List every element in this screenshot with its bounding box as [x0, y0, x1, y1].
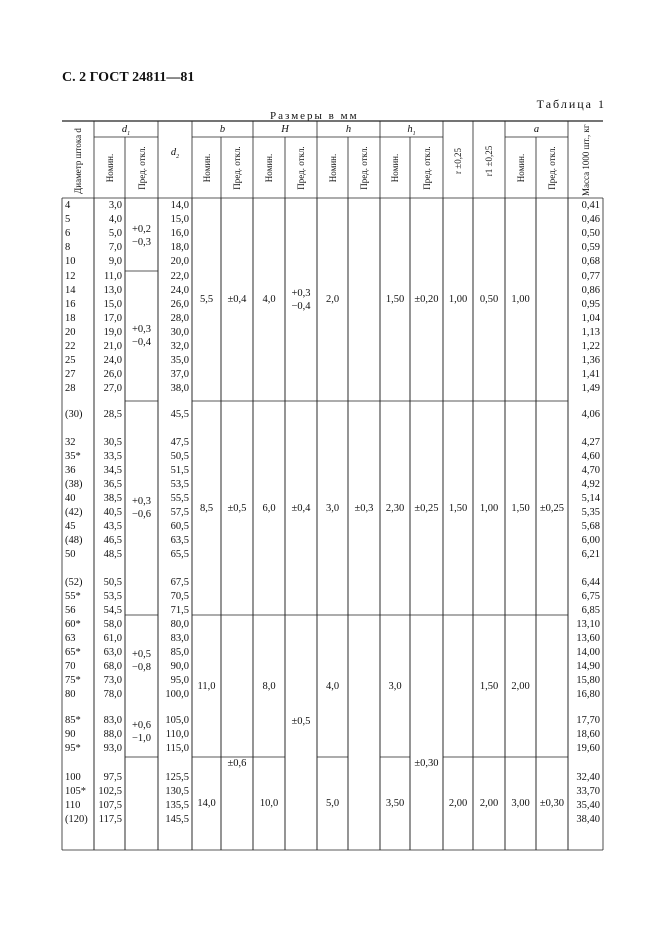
merged-value: +0,6	[131, 719, 152, 731]
row-shaft-diameter: 16	[65, 299, 76, 310]
row-d2: 65,5	[170, 549, 189, 560]
header-a-nominal: Номин.	[515, 153, 526, 183]
row-shaft-diameter: 65*	[65, 647, 81, 658]
row-shaft-diameter: 28	[65, 383, 76, 394]
row-d1: 19,0	[103, 327, 122, 338]
merged-value: 14,0	[197, 798, 216, 809]
header-d2	[145, 146, 205, 164]
merged-value: 11,0	[197, 680, 216, 692]
row-d1: 33,5	[103, 451, 122, 462]
row-d2: 100,0	[165, 689, 189, 700]
row-mass: 0,41	[581, 200, 600, 211]
row-d2: 35,0	[170, 355, 189, 366]
merged-value: 6,0	[262, 502, 276, 514]
row-d2: 30,0	[170, 327, 189, 338]
row-mass: 1,13	[581, 327, 600, 338]
merged-value: 4,0	[262, 294, 276, 305]
row-d2: 24,0	[170, 285, 189, 296]
row-mass: 4,27	[581, 437, 600, 448]
row-mass: 6,00	[581, 535, 600, 546]
row-d2: 14,0	[170, 200, 189, 211]
row-d1: 53,5	[103, 591, 122, 602]
row-mass: 0,86	[581, 285, 600, 296]
row-mass: 0,95	[581, 299, 600, 310]
merged-value: ±0,4	[291, 502, 311, 514]
row-d2: 83,0	[170, 633, 189, 644]
row-shaft-diameter: 5	[65, 214, 71, 225]
merged-value: 2,00	[448, 798, 468, 809]
merged-value: 3,0	[325, 502, 340, 514]
row-mass: 0,68	[581, 256, 600, 267]
row-d1: 27,0	[103, 383, 122, 394]
header-H: H	[281, 124, 289, 135]
merged-value: ±0,20	[414, 294, 439, 305]
row-d2: 80,0	[170, 619, 189, 630]
header-b-tolerance: Пред. откл.	[232, 146, 242, 190]
row-shaft-diameter: 36	[65, 465, 76, 476]
row-d1: 4,0	[108, 214, 122, 225]
row-shaft-diameter: 80	[65, 689, 76, 700]
merged-value: −0,4	[131, 337, 152, 348]
row-shaft-diameter: 10	[65, 256, 76, 267]
merged-value: 5,0	[325, 798, 340, 809]
row-d2: 47,5	[170, 437, 189, 448]
row-shaft-diameter: 100	[65, 772, 81, 783]
header-d1-tolerance: Пред. откл.	[136, 146, 147, 190]
row-mass: 14,00	[576, 647, 600, 658]
row-mass: 35,40	[576, 800, 600, 811]
row-d2: 45,5	[170, 409, 189, 420]
merged-value: +0,5	[131, 648, 152, 660]
row-mass: 6,21	[581, 549, 600, 560]
row-mass: 19,60	[576, 743, 600, 754]
row-d2: 145,5	[165, 814, 189, 825]
row-d1: 43,5	[103, 521, 122, 532]
header-mass: Масса 1000 шт., кг	[580, 124, 591, 196]
row-shaft-diameter: (52)	[65, 577, 83, 588]
merged-value: 1,00	[448, 294, 468, 305]
row-d2: 135,5	[165, 800, 189, 811]
header-h-nominal: Номин.	[327, 153, 338, 183]
row-shaft-diameter: 75*	[65, 675, 81, 686]
row-mass: 4,06	[581, 409, 600, 420]
row-d1: 117,5	[98, 814, 122, 825]
header-h-tolerance: Пред. откл.	[359, 146, 369, 190]
merged-value: 4,0	[325, 680, 340, 692]
page-title: С. 2 ГОСТ 24811—81	[62, 70, 195, 85]
row-d2: 38,0	[170, 383, 189, 394]
row-d2: 95,0	[170, 675, 189, 686]
header-h: h	[345, 124, 352, 135]
header-h1	[382, 123, 442, 141]
row-d1: 3,0	[108, 200, 122, 211]
row-shaft-diameter: 22	[65, 341, 76, 352]
merged-value: 2,0	[325, 294, 340, 305]
row-shaft-diameter: 40	[65, 493, 76, 504]
row-d1: 40,5	[103, 507, 122, 518]
header-h1-tolerance: Пред. откл.	[421, 146, 432, 190]
row-shaft-diameter: 6	[65, 228, 71, 239]
row-mass: 32,40	[576, 772, 600, 783]
merged-value: 8,5	[199, 502, 214, 514]
header-h1-base: h	[407, 124, 413, 135]
row-d1: 73,0	[103, 675, 122, 686]
row-shaft-diameter: 14	[65, 285, 76, 296]
row-shaft-diameter: (42)	[65, 507, 83, 518]
row-d2: 85,0	[170, 647, 189, 658]
row-shaft-diameter: (48)	[65, 535, 83, 546]
merged-value: −0,8	[131, 661, 152, 673]
row-d2: 63,5	[170, 535, 189, 546]
merged-value: 3,0	[388, 680, 402, 692]
merged-value: ±0,4	[227, 294, 247, 305]
row-mass: 5,35	[581, 507, 600, 518]
row-d1: 58,0	[103, 619, 122, 630]
row-d2: 115,0	[165, 743, 189, 754]
merged-value: −1,0	[131, 732, 152, 744]
header-h1-nominal: Номин.	[390, 153, 400, 183]
merged-value: 0,50	[479, 294, 499, 305]
row-d2: 67,5	[170, 577, 189, 588]
header-d2-sub: 2	[176, 154, 180, 161]
row-d2: 55,5	[170, 493, 189, 504]
row-d1: 5,0	[108, 228, 122, 239]
row-d2: 71,5	[170, 605, 189, 616]
header-b: b	[219, 124, 226, 135]
row-d1: 61,0	[103, 633, 122, 644]
merged-value: ±0,30	[539, 798, 565, 809]
row-shaft-diameter: 95*	[65, 743, 81, 754]
row-d1: 88,0	[103, 729, 122, 740]
header-r: r ±0,25	[453, 148, 463, 174]
row-d2: 60,5	[170, 521, 189, 532]
row-d1: 97,5	[103, 772, 122, 783]
row-shaft-diameter: 45	[65, 521, 76, 532]
row-d2: 50,5	[170, 451, 189, 462]
merged-value: ±0,5	[291, 715, 311, 727]
row-mass: 1,36	[581, 355, 600, 366]
row-d1: 15,0	[103, 299, 122, 310]
row-d1: 30,5	[103, 437, 122, 448]
row-d1: 50,5	[103, 577, 122, 588]
row-d2: 20,0	[170, 256, 189, 267]
row-d2: 51,5	[170, 465, 189, 476]
merged-value: −0,4	[291, 300, 311, 312]
row-shaft-diameter: (120)	[65, 814, 88, 825]
row-shaft-diameter: (38)	[65, 479, 83, 490]
row-shaft-diameter: 20	[65, 327, 76, 338]
header-a: a	[533, 124, 540, 135]
row-d1: 107,5	[98, 800, 122, 811]
row-mass: 1,04	[581, 313, 600, 324]
row-d1: 102,5	[98, 786, 122, 797]
merged-value: ±0,25	[414, 502, 439, 514]
row-d2: 37,0	[170, 369, 189, 380]
merged-value: ±0,30	[414, 757, 439, 769]
header-b-nominal: Номин.	[201, 153, 212, 183]
row-mass: 5,14	[581, 493, 600, 504]
row-mass: 1,49	[581, 383, 600, 394]
row-shaft-diameter: 60*	[65, 619, 81, 630]
row-d1: 83,0	[103, 715, 122, 726]
row-mass: 4,60	[581, 451, 600, 462]
row-d1: 68,0	[103, 661, 122, 672]
row-mass: 15,80	[576, 675, 600, 686]
row-shaft-diameter: 63	[65, 633, 76, 644]
row-shaft-diameter: 70	[65, 661, 76, 672]
row-shaft-diameter: 27	[65, 369, 76, 380]
row-d1: 21,0	[103, 341, 122, 352]
merged-value: +0,3	[131, 324, 152, 335]
merged-value: 1,50	[385, 294, 405, 305]
merged-value: ±0,3	[354, 502, 374, 514]
row-mass: 18,60	[576, 729, 600, 740]
row-shaft-diameter: 55*	[65, 591, 81, 602]
row-shaft-diameter: 105*	[65, 786, 86, 797]
row-mass: 6,75	[581, 591, 600, 602]
row-shaft-diameter: 32	[65, 437, 76, 448]
merged-value: 1,00	[479, 502, 499, 514]
header-d1-nominal: Номин.	[104, 153, 115, 183]
row-shaft-diameter: 90	[65, 729, 76, 740]
merged-value: ±0,6	[227, 757, 247, 769]
row-d1: 54,5	[103, 605, 122, 616]
merged-value: ±0,25	[539, 502, 565, 514]
merged-value: 5,5	[199, 294, 214, 305]
row-d2: 15,0	[170, 214, 189, 225]
row-d1: 48,5	[103, 549, 122, 560]
row-mass: 16,80	[576, 689, 600, 700]
merged-value: −0,6	[131, 509, 152, 520]
row-d2: 22,0	[170, 271, 189, 282]
row-d2: 125,5	[165, 772, 189, 783]
row-mass: 1,22	[581, 341, 600, 352]
merged-value: +0,3	[131, 496, 152, 507]
row-mass: 13,60	[576, 633, 600, 644]
row-mass: 4,92	[581, 479, 600, 490]
header-h1-sub: 1	[412, 131, 416, 138]
table-number: Таблица 1	[536, 97, 606, 111]
row-d2: 28,0	[170, 313, 189, 324]
merged-value: 2,00	[511, 680, 530, 692]
row-d2: 130,5	[165, 786, 189, 797]
header-d1-sub: 1	[127, 131, 131, 138]
row-shaft-diameter: 85*	[65, 715, 81, 726]
row-d1: 38,5	[103, 493, 122, 504]
merged-value: 3,50	[385, 798, 405, 809]
row-mass: 13,10	[576, 619, 600, 630]
row-mass: 33,70	[576, 786, 600, 797]
row-d1: 46,5	[103, 535, 122, 546]
row-shaft-diameter: 56	[65, 605, 76, 616]
row-shaft-diameter: 110	[65, 800, 81, 811]
row-mass: 5,68	[581, 521, 600, 532]
merged-value: +0,2	[131, 223, 152, 235]
row-d1: 28,5	[103, 409, 122, 420]
header-a-tolerance: Пред. откл.	[547, 146, 557, 190]
row-d1: 7,0	[108, 242, 122, 253]
merged-value: 1,50	[479, 680, 499, 692]
row-d1: 26,0	[103, 369, 122, 380]
merged-value: −0,3	[131, 236, 152, 248]
row-d1: 63,0	[103, 647, 122, 658]
header-H-nominal: Номин.	[264, 153, 274, 183]
header-d1-base: d	[121, 124, 128, 135]
row-d2: 26,0	[170, 299, 189, 310]
header-H-tolerance: Пред. откл.	[296, 146, 306, 190]
row-shaft-diameter: (30)	[65, 409, 83, 420]
row-mass: 6,44	[581, 577, 600, 588]
row-d2: 90,0	[170, 661, 189, 672]
row-shaft-diameter: 18	[65, 313, 76, 324]
row-d1: 36,5	[103, 479, 122, 490]
merged-value: 10,0	[259, 798, 279, 809]
row-d2: 105,0	[165, 715, 189, 726]
row-d2: 70,5	[170, 591, 189, 602]
row-d1: 13,0	[103, 285, 122, 296]
row-d1: 17,0	[103, 313, 122, 324]
row-d1: 93,0	[103, 743, 122, 754]
merged-value: 3,00	[511, 798, 530, 809]
merged-value: 1,50	[448, 502, 468, 514]
row-d1: 78,0	[103, 689, 122, 700]
row-d2: 16,0	[170, 228, 189, 239]
row-d2: 57,5	[170, 507, 189, 518]
merged-value: 2,00	[479, 798, 499, 809]
merged-value: +0,3	[291, 287, 311, 299]
merged-value: 2,30	[385, 502, 405, 514]
merged-value: 1,50	[511, 502, 530, 514]
row-mass: 4,70	[581, 465, 600, 476]
row-mass: 1,41	[581, 369, 600, 380]
header-d2-base: d	[170, 147, 177, 158]
row-d1: 34,5	[103, 465, 122, 476]
row-mass: 6,85	[581, 605, 600, 616]
sizes-note: Размеры в мм	[270, 110, 359, 122]
row-d2: 53,5	[170, 479, 189, 490]
row-d2: 32,0	[170, 341, 189, 352]
row-d2: 18,0	[170, 242, 189, 253]
row-shaft-diameter: 4	[65, 200, 71, 211]
row-d2: 110,0	[165, 729, 189, 740]
row-mass: 17,70	[576, 715, 600, 726]
header-r1: r1 ±0,25	[484, 145, 494, 177]
header-shaft-diameter: Диаметр штока d	[73, 128, 83, 194]
header-d1	[96, 123, 156, 141]
merged-value: 1,00	[511, 294, 530, 305]
row-mass: 14,90	[576, 661, 600, 672]
row-d1: 11,0	[104, 271, 122, 282]
row-d1: 24,0	[103, 355, 122, 366]
merged-value: 8,0	[262, 680, 276, 692]
row-shaft-diameter: 8	[65, 242, 71, 253]
row-mass: 0,59	[581, 242, 600, 253]
row-shaft-diameter: 25	[65, 355, 76, 366]
row-d1: 9,0	[108, 256, 122, 267]
row-shaft-diameter: 12	[65, 271, 76, 282]
row-mass: 0,46	[581, 214, 600, 225]
row-mass: 38,40	[576, 814, 600, 825]
row-mass: 0,50	[581, 228, 600, 239]
row-mass: 0,77	[581, 271, 600, 282]
row-shaft-diameter: 35*	[65, 451, 81, 462]
merged-value: ±0,5	[227, 502, 247, 514]
row-shaft-diameter: 50	[65, 549, 76, 560]
